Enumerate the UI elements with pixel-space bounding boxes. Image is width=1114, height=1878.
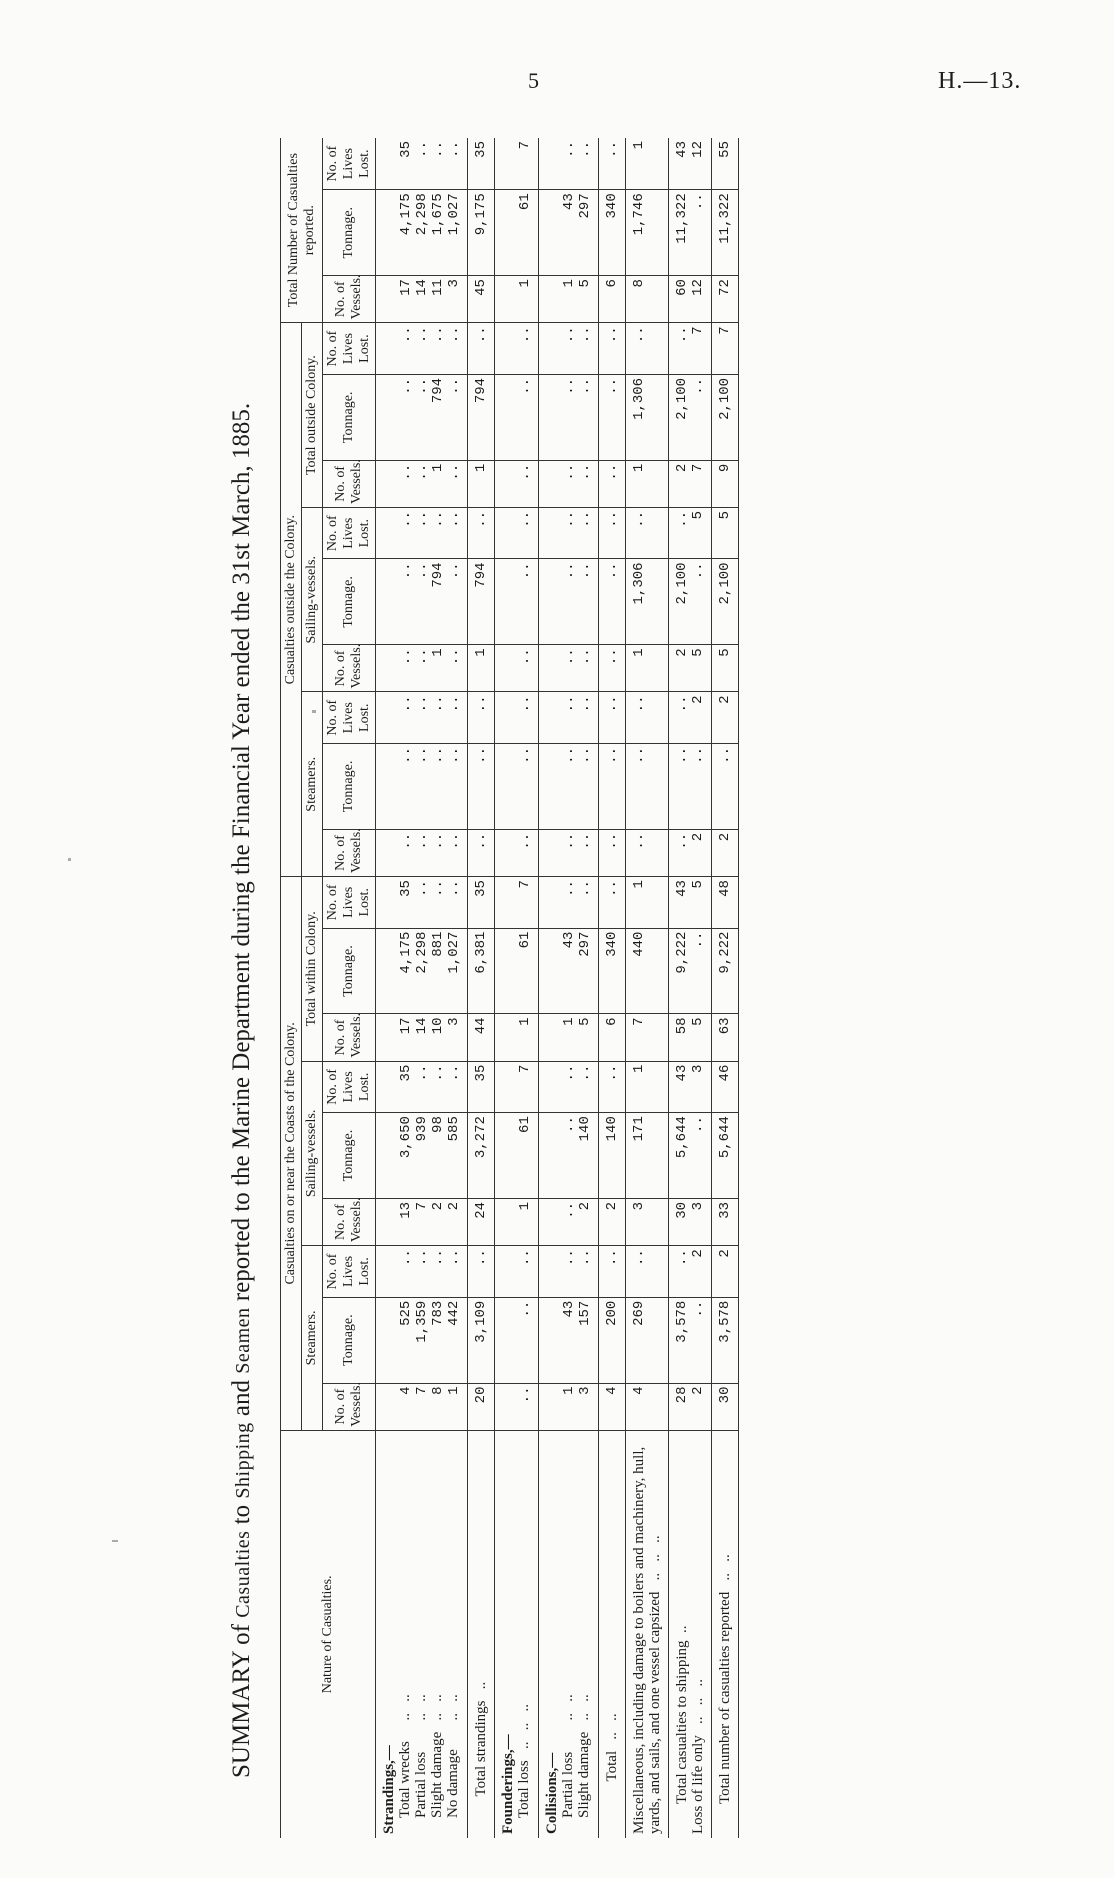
table-cell: .. [599, 507, 626, 559]
table-cell: 43 297 [539, 190, 599, 276]
table-cell: 4,175 2,298 1,675 1,027 [376, 190, 468, 276]
table-cell: 61 [495, 928, 539, 1014]
row-label-cell [468, 1430, 495, 1838]
header-tonnage: Tonnage. [323, 374, 376, 460]
row-label: Partial loss Slight damage [560, 1731, 592, 1818]
header-within: Total within Colony. [302, 877, 323, 1062]
table-cell: 1 [468, 645, 495, 692]
table-cell: 43 5 [669, 877, 712, 929]
header-lives: No. of Lives Lost. [323, 323, 376, 375]
table-cell: 2,100 .. [669, 374, 712, 460]
table-cell: .. .. [539, 323, 599, 375]
table-cell: .. [495, 323, 539, 375]
row-leaders: .. .. .. .. .. .. .. .. [397, 1694, 461, 1721]
table-cell: .. [599, 877, 626, 929]
table-cell: .. [468, 507, 495, 559]
table-cell: .. [626, 507, 669, 559]
table-cell: 7 [712, 323, 739, 375]
header-nature: Nature of Casualties. [281, 1430, 376, 1838]
speck-mark [68, 858, 71, 861]
table-cell: 1 5 [539, 276, 599, 323]
table-cell: .. .. [539, 460, 599, 507]
table-cell: .. [495, 1297, 539, 1383]
table-cell: 35 [468, 1061, 495, 1113]
row-heading: Strandings,— [381, 1745, 397, 1834]
table-cell: 1,306 [626, 559, 669, 645]
row-label-cell [712, 1430, 739, 1838]
table-row [599, 138, 626, 1838]
table-cell: 1 [626, 645, 669, 692]
table-cell: 9,222 [712, 928, 739, 1014]
table-cell: .. .. 1 .. [376, 645, 468, 692]
title-seamen: Seamen [232, 1307, 254, 1374]
table-cell: .. [599, 645, 626, 692]
table-cell: 2 7 [669, 460, 712, 507]
table-cell: 45 [468, 276, 495, 323]
table-cell: 2,100 [712, 374, 739, 460]
table-cell: .. 7 [669, 323, 712, 375]
table-cell: 794 [468, 374, 495, 460]
table-cell: .. .. 1 .. [376, 460, 468, 507]
table-row [468, 138, 495, 1838]
title-prefix: SUMMARY of [228, 1617, 255, 1778]
table-cell: 72 [712, 276, 739, 323]
table-cell: 1 3 [539, 1383, 599, 1430]
table-cell: .. [599, 559, 626, 645]
table-cell: .. .. .. .. [376, 829, 468, 876]
table-cell: 171 [626, 1113, 669, 1199]
table-cell: 4 [599, 1383, 626, 1430]
table-cell: 1 [468, 460, 495, 507]
table-cell: .. 140 [539, 1113, 599, 1199]
table-cell: 5 [712, 645, 739, 692]
table-cell: 5,644 .. [669, 1113, 712, 1199]
table-cell: .. .. [539, 1246, 599, 1298]
table-cell: .. [495, 744, 539, 830]
header-vessels: No. of Vessels. [323, 1014, 376, 1061]
row-label-cell [539, 1430, 599, 1838]
table-cell: 2 [599, 1198, 626, 1245]
table-cell: 9,175 [468, 190, 495, 276]
table-cell: 58 5 [669, 1014, 712, 1061]
table-row [539, 138, 599, 1838]
header-group-total: Total Number of Casualties reported. [281, 138, 323, 323]
table-cell: .. .. [539, 138, 599, 190]
page-number: 5 [528, 68, 539, 93]
table-cell: 24 [468, 1198, 495, 1245]
table-cell: .. [626, 323, 669, 375]
table-cell: .. [712, 744, 739, 830]
table-cell: 1 [626, 877, 669, 929]
table-cell: 2 [712, 692, 739, 744]
header-group-outside: Casualties outside the Colony. [281, 323, 302, 877]
header-vessels: No. of Vessels. [323, 829, 376, 876]
table-cell: .. .. [539, 559, 599, 645]
table-cell: .. [495, 507, 539, 559]
table-cell: 55 [712, 138, 739, 190]
table-cell: 1,746 [626, 190, 669, 276]
rotated-summary-table [228, 138, 968, 1838]
table-cell: .. .. [539, 507, 599, 559]
table-cell: 9 [712, 460, 739, 507]
table-cell: .. .. .. .. [376, 692, 468, 744]
header-lives: No. of Lives Lost. [323, 138, 376, 190]
table-cell: .. [495, 645, 539, 692]
table-cell: 7 [495, 877, 539, 929]
table-cell: .. .. 794 .. [376, 374, 468, 460]
table-title [228, 178, 262, 1778]
table-cell: .. [599, 323, 626, 375]
header-sailing: Sailing-vessels. [302, 507, 323, 692]
table-cell: .. [626, 829, 669, 876]
table-cell: 3,578 .. [669, 1297, 712, 1383]
table-cell: 4,175 2,298 881 1,027 [376, 928, 468, 1014]
table-cell: .. [599, 460, 626, 507]
title-suffix: reported to the Marine Department during the Financial Year ended the 31st March, 1885. [228, 402, 255, 1308]
table-cell: 269 [626, 1297, 669, 1383]
table-cell: .. [495, 460, 539, 507]
table-cell: .. [599, 374, 626, 460]
table-cell: .. [495, 1383, 539, 1430]
table-cell: .. 5 [669, 507, 712, 559]
table-cell: 1 [626, 1061, 669, 1113]
table-cell: 6,381 [468, 928, 495, 1014]
table-cell: .. [468, 692, 495, 744]
table-cell: 11,322 [712, 190, 739, 276]
table-cell: 35 .. .. .. [376, 877, 468, 929]
title-casualties: Casualties [232, 1530, 254, 1618]
table-cell: .. 2 [669, 829, 712, 876]
table-cell: .. .. .. .. [376, 323, 468, 375]
row-label: Total casualties to shipping .. Loss of life only .. .. .. [674, 1625, 706, 1834]
header-tonnage: Tonnage. [323, 559, 376, 645]
table-cell: 35 .. .. .. [376, 1061, 468, 1113]
table-cell: 340 [599, 928, 626, 1014]
table-cell: 11,322 .. [669, 190, 712, 276]
table-cell: .. [468, 744, 495, 830]
table-cell: 61 [495, 190, 539, 276]
row-label-cell [599, 1430, 626, 1838]
table-cell: 17 14 11 3 [376, 276, 468, 323]
table-cell: 61 [495, 1113, 539, 1199]
header-steamers: Steamers. [302, 1246, 323, 1431]
table-row [626, 138, 669, 1838]
table-cell: .. [495, 559, 539, 645]
casualties-table [280, 138, 739, 1838]
table-cell: .. [599, 829, 626, 876]
row-heading: Collisions,— [544, 1752, 560, 1834]
table-cell: .. [495, 1246, 539, 1298]
table-cell: 35 [468, 877, 495, 929]
table-cell: .. .. .. .. [376, 507, 468, 559]
table-cell: 33 [712, 1198, 739, 1245]
row-label: Miscellaneous, including damage to boilers and machinery, hull, yards, and sails, and one vessel capsized .. .. .. [631, 1442, 663, 1834]
header-vessels: No. of Vessels. [323, 460, 376, 507]
table-cell: 7 [495, 1061, 539, 1113]
row-label-cell [376, 1430, 468, 1838]
table-cell: 48 [712, 877, 739, 929]
table-cell: .. .. [539, 1061, 599, 1113]
table-cell: 5,644 [712, 1113, 739, 1199]
row-label-cell [669, 1430, 712, 1838]
table-cell: 9,222 .. [669, 928, 712, 1014]
table-cell: 2 [712, 829, 739, 876]
table-row [376, 138, 468, 1838]
row-heading: Founderings,— [500, 1734, 516, 1834]
table-cell: 3,650 939 98 585 [376, 1113, 468, 1199]
row-label-cell [495, 1430, 539, 1838]
table-cell: .. [626, 1246, 669, 1298]
table-cell: .. [599, 138, 626, 190]
table-cell: 525 1,359 783 442 [376, 1297, 468, 1383]
table-cell: 20 [468, 1383, 495, 1430]
table-cell: 5 [712, 507, 739, 559]
table-cell: .. .. .. .. [376, 1246, 468, 1298]
row-label-cell [626, 1430, 669, 1838]
table-cell: 60 12 [669, 276, 712, 323]
table-cell: 43 297 [539, 928, 599, 1014]
header-vessels: No. of Vessels. [323, 645, 376, 692]
table-cell: 3,109 [468, 1297, 495, 1383]
table-cell: .. .. [539, 744, 599, 830]
table-cell: .. [599, 1246, 626, 1298]
table-cell: .. .. [539, 374, 599, 460]
header-vessels: No. of Vessels. [323, 1383, 376, 1430]
table-cell: 794 [468, 559, 495, 645]
table-cell: 30 3 [669, 1198, 712, 1245]
header-lives: No. of Lives Lost. [323, 1061, 376, 1113]
table-cell: 17 14 10 3 [376, 1014, 468, 1061]
table-cell: .. .. 794 .. [376, 559, 468, 645]
table-cell: .. .. .. .. [376, 744, 468, 830]
speck-mark [112, 1540, 118, 1542]
table-cell: 30 [712, 1383, 739, 1430]
table-cell: .. [626, 692, 669, 744]
table-cell: 3,272 [468, 1113, 495, 1199]
row-label: Total strandings .. [473, 1681, 489, 1834]
header-vessels: No. of Vessels. [323, 276, 376, 323]
page-reference: H.—13. [938, 68, 1022, 94]
table-cell: 43 3 [669, 1061, 712, 1113]
table-cell: .. [468, 829, 495, 876]
table-cell: 6 [599, 1014, 626, 1061]
table-cell: 2,100 [712, 559, 739, 645]
table-cell: 3 [626, 1198, 669, 1245]
header-group-near: Casualties on or near the Coasts of the Colony. [281, 877, 302, 1431]
table-cell: 13 7 2 2 [376, 1198, 468, 1245]
table-cell: 44 [468, 1014, 495, 1061]
table-cell: 8 [626, 276, 669, 323]
row-leaders: .. .. .. [516, 1704, 532, 1761]
table-cell: .. [599, 744, 626, 830]
header-lives: No. of Lives Lost. [323, 877, 376, 929]
table-cell: 1,306 [626, 374, 669, 460]
header-outside: Total outside Colony. [302, 323, 323, 508]
table-cell: .. 2 [669, 692, 712, 744]
header-tonnage: Tonnage. [323, 1297, 376, 1383]
header-lives: No. of Lives Lost. [323, 507, 376, 559]
table-cell: 63 [712, 1014, 739, 1061]
table-cell: 4 [626, 1383, 669, 1430]
table-cell: .. 2 [539, 1198, 599, 1245]
table-cell: 3,578 [712, 1297, 739, 1383]
table-cell: 43 157 [539, 1297, 599, 1383]
table-row [712, 138, 739, 1838]
table-cell: 28 2 [669, 1383, 712, 1430]
header-tonnage: Tonnage. [323, 190, 376, 276]
table-cell: .. .. [539, 692, 599, 744]
table-cell: 140 [599, 1113, 626, 1199]
table-cell: 35 [468, 138, 495, 190]
header-lives: No. of Lives Lost. [323, 1246, 376, 1298]
table-row [669, 138, 712, 1838]
table-cell: 1 [495, 276, 539, 323]
table-cell: 43 12 [669, 138, 712, 190]
table-cell: 4 7 8 1 [376, 1383, 468, 1430]
row-label: Total .. .. [604, 1713, 620, 1834]
table-cell: .. [495, 374, 539, 460]
table-row [495, 138, 539, 1838]
table-cell: 7 [495, 138, 539, 190]
table-cell: 7 [626, 1014, 669, 1061]
table-cell: .. .. [539, 829, 599, 876]
table-cell: 1 [495, 1198, 539, 1245]
table-cell: 440 [626, 928, 669, 1014]
row-label: Total number of casualties reported .. .. [717, 1554, 733, 1834]
header-lives: No. of Lives Lost. [323, 692, 376, 744]
header-tonnage: Tonnage. [323, 744, 376, 830]
table-cell: 46 [712, 1061, 739, 1113]
table-cell: .. .. [539, 645, 599, 692]
table-cell: 200 [599, 1297, 626, 1383]
table-cell: .. 2 [669, 1246, 712, 1298]
table-cell: 1 [495, 1014, 539, 1061]
table-cell: 1 5 [539, 1014, 599, 1061]
table-cell: 2 5 [669, 645, 712, 692]
header-tonnage: Tonnage. [323, 1113, 376, 1199]
row-label: Total wrecks Partial loss Slight damage No damage [397, 1731, 461, 1818]
table-cell: 35 .. .. .. [376, 138, 468, 190]
header-sailing: Sailing-vessels. [302, 1061, 323, 1246]
table-cell: .. [468, 1246, 495, 1298]
table-cell: 6 [599, 276, 626, 323]
title-shipping: Shipping [232, 1422, 254, 1499]
row-leaders: .. .. .. .. [560, 1694, 592, 1721]
table-cell: .. [495, 692, 539, 744]
table-cell: .. [599, 692, 626, 744]
table-cell: .. [468, 323, 495, 375]
title-mid2: and [228, 1373, 255, 1423]
table-cell: .. [626, 744, 669, 830]
table-cell: .. [599, 1061, 626, 1113]
table-cell: .. .. [669, 744, 712, 830]
header-vessels: No. of Vessels. [323, 1198, 376, 1245]
table-cell: 2 [712, 1246, 739, 1298]
table-cell: 1 [626, 138, 669, 190]
header-tonnage: Tonnage. [323, 928, 376, 1014]
table-cell: 1 [626, 460, 669, 507]
table-cell: 340 [599, 190, 626, 276]
table-cell: 2,100 .. [669, 559, 712, 645]
table-cell: .. [495, 829, 539, 876]
table-cell: .. .. [539, 877, 599, 929]
row-label: Total loss [516, 1760, 532, 1818]
speck-mark [312, 710, 316, 713]
header-steamers: Steamers. [302, 692, 323, 877]
title-mid1: to [228, 1498, 255, 1531]
